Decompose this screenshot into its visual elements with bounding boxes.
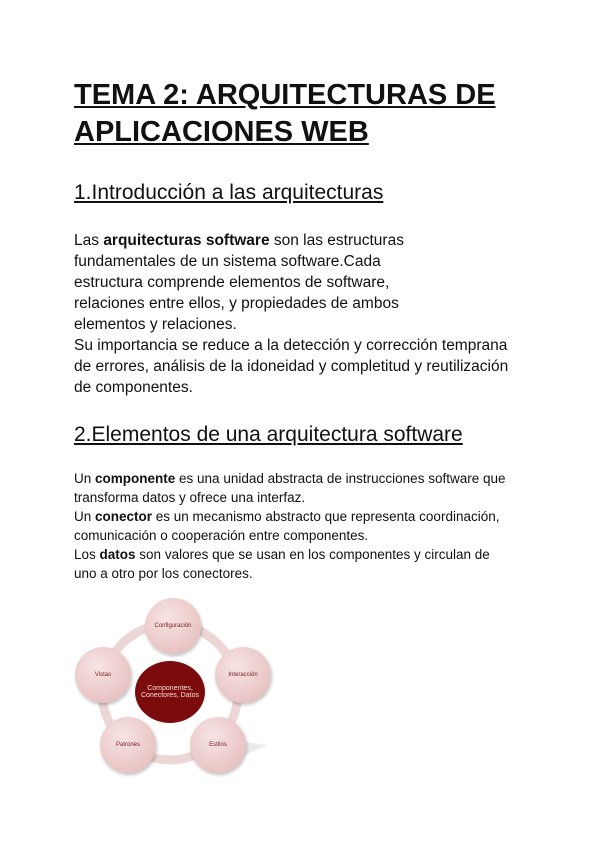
title-line-2: APLICACIONES WEB: [74, 116, 369, 148]
paragraph-line: uno a otro por los conectores.: [74, 566, 253, 581]
paragraph-line: Un componente es una unidad abstracta de instrucciones software que: [74, 471, 506, 486]
paragraph-line: Un conector es un mecanismo abstracto que representa coordinación,: [74, 509, 500, 524]
paragraph-line: Las arquitecturas software son las estructuras: [74, 232, 404, 249]
diagram-node: Vistas: [75, 647, 131, 703]
section2-heading: 2.Elementos de una arquitectura software: [74, 423, 463, 446]
paragraph-line: fundamentales de un sistema software.Cada: [74, 253, 381, 270]
paragraph-line: de errores, análisis de la idoneidad y completitud y reutilización: [74, 358, 509, 375]
paragraph-line: Los datos son valores que se usan en los componentes y circulan de: [74, 547, 490, 562]
paragraph-line: de componentes.: [74, 379, 193, 396]
diagram-center: Componentes, Conectores, Datos: [135, 661, 205, 723]
paragraph-line: elementos y relaciones.: [74, 316, 237, 333]
diagram-node: Patrones: [100, 717, 156, 773]
diagram-node: Estilos: [190, 717, 246, 773]
diagram-node: Interacción: [215, 647, 271, 703]
paragraph-line: relaciones entre ellos, y propiedades de ambos: [74, 295, 399, 312]
paragraph-line: comunicación o cooperación entre componentes.: [74, 528, 369, 543]
diagram-node: Configuración: [145, 598, 201, 654]
paragraph-line: estructura comprende elementos de software,: [74, 274, 390, 291]
section1-heading: 1.Introducción a las arquitecturas: [74, 181, 384, 204]
paragraph-line: Su importancia se reduce a la detección y corrección temprana: [74, 337, 508, 354]
title-line-1: TEMA 2: ARQUITECTURAS DE: [74, 79, 496, 111]
paragraph-line: transforma datos y ofrece una interfaz.: [74, 490, 306, 505]
